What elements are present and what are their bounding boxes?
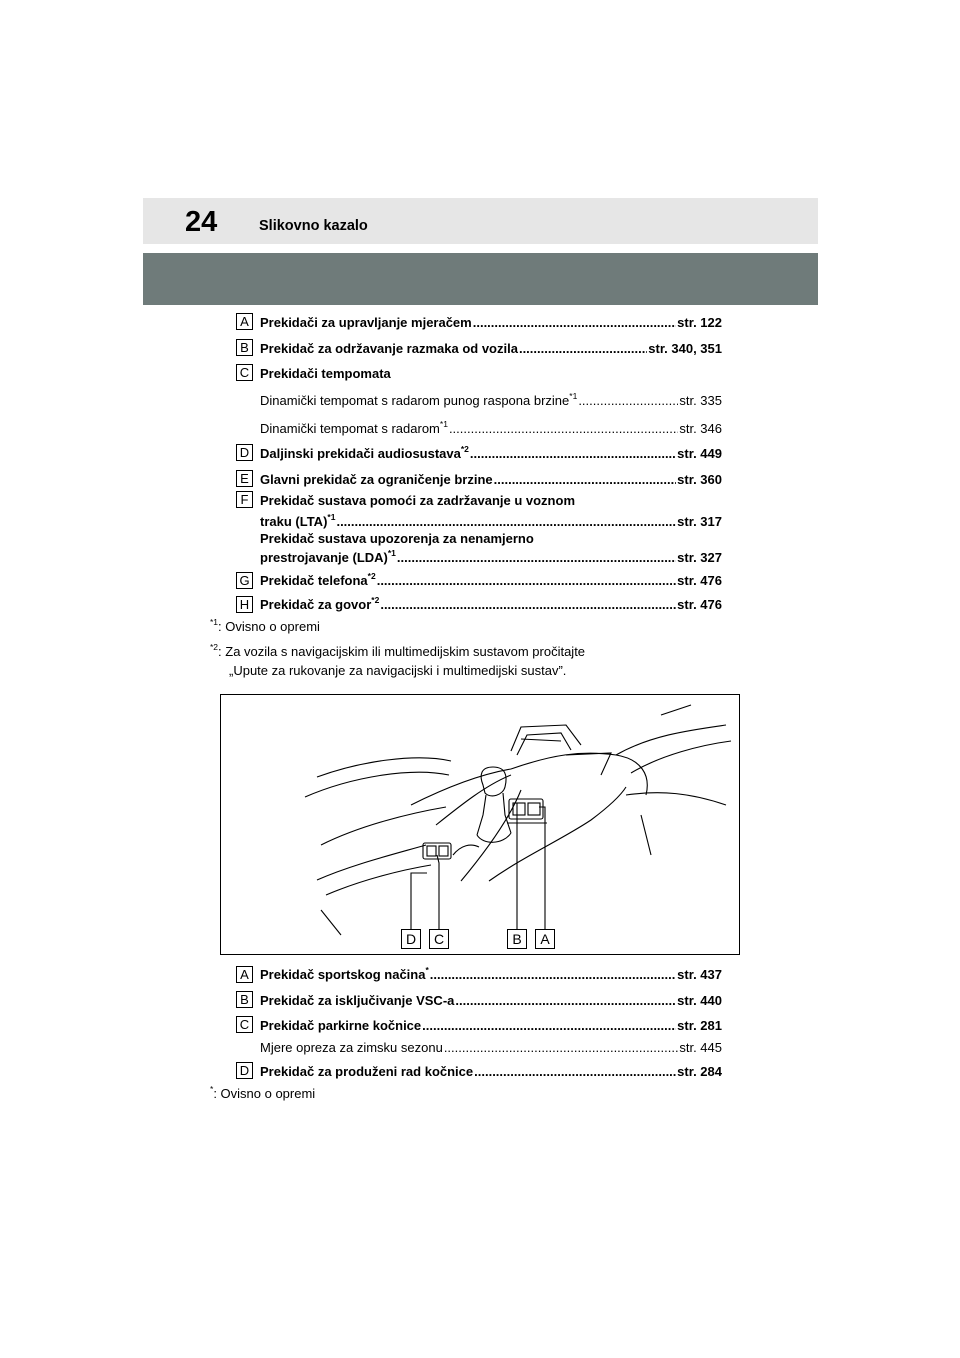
page-ref[interactable]: str. 340, 351 (648, 341, 722, 356)
entry-text: Mjere opreza za zimsku sezonu (260, 1040, 443, 1055)
entry-lta-line1 (260, 493, 722, 508)
entry-talk-switch[interactable] (260, 597, 722, 612)
entry-audio-switches[interactable] (260, 446, 722, 461)
badge-d: D (236, 1062, 253, 1079)
entry-text: prestrojavanje (LDA) (260, 550, 388, 565)
footnote-2-cont: „Upute za rukovanje za navigacijski i multimedijski sustav”. (229, 663, 567, 678)
page-ref[interactable]: str. 317 (677, 514, 722, 529)
badge-h: H (236, 596, 253, 613)
entry-text: Prekidač za održavanje razmaka od vozila (260, 341, 518, 356)
badge-d: D (236, 444, 253, 461)
entry-text: traku (LTA) (260, 514, 328, 529)
page-ref[interactable]: str. 335 (679, 393, 722, 408)
entry-text: Dinamički tempomat s radarom punog raspona brzine (260, 393, 570, 408)
page-ref[interactable]: str. 445 (679, 1040, 722, 1055)
callout-c: C (429, 929, 449, 949)
footnote-mark: *1 (569, 391, 578, 401)
footnote-2: $^{*2}$: Za vozila s navigacijskim ili multimedijskim sustavom pročitajte (210, 642, 586, 659)
badge-e: E (236, 470, 253, 487)
page-ref[interactable]: str. 476 (677, 573, 722, 588)
header-bar (143, 198, 818, 244)
footnote-mark: *2 (371, 595, 380, 605)
entry-parking-brake[interactable] (260, 1018, 722, 1033)
entry-text: Prekidač sportskog načina (260, 967, 426, 982)
entry-brake-hold[interactable] (260, 1064, 722, 1079)
page-ref[interactable]: str. 284 (677, 1064, 722, 1079)
page-ref[interactable]: str. 360 (677, 472, 722, 487)
entry-text: Prekidač za govor (260, 597, 372, 612)
badge-b: B (236, 991, 253, 1008)
page-ref[interactable]: str. 327 (677, 550, 722, 565)
console-illustration (220, 694, 740, 955)
entry-text: Prekidač sustava upozorenja za nenamjerno (260, 531, 534, 546)
badge-c: C (236, 1016, 253, 1033)
console-drawing (221, 695, 739, 954)
badge-g: G (236, 572, 253, 589)
badge-a: A (236, 966, 253, 983)
entry-phone-switch[interactable] (260, 573, 722, 588)
entry-sport-mode[interactable] (260, 967, 722, 982)
badge-f: F (236, 491, 253, 508)
footnote-mark: *1 (327, 512, 336, 522)
entry-radar-cruise[interactable] (260, 421, 722, 436)
callout-a: A (535, 929, 555, 949)
entry-text: Prekidač za isključivanje VSC-a (260, 993, 455, 1008)
footnote-mark: *1 (387, 548, 396, 558)
section-band (143, 253, 818, 305)
footnote-equipment: *: Ovisno o opremi (210, 1084, 316, 1101)
entry-vsc-off[interactable] (260, 993, 722, 1008)
footnote-mark: *2 (367, 571, 376, 581)
entry-gauge-switches[interactable] (260, 315, 722, 330)
footnote-mark: *2 (460, 444, 469, 454)
section-title: Slikovno kazalo (259, 218, 368, 234)
entry-distance-switch[interactable] (260, 341, 722, 356)
entry-winter-precautions[interactable] (260, 1040, 722, 1055)
page-ref[interactable]: str. 122 (677, 315, 722, 330)
entry-text: Daljinski prekidači audiosustava (260, 446, 461, 461)
page-ref[interactable]: str. 346 (679, 421, 722, 436)
entry-text: Prekidač sustava pomoći za zadržavanje u voznom (260, 493, 576, 508)
page-number: 24 (185, 206, 218, 238)
entry-lda-line1 (260, 531, 722, 546)
footnote-mark: *1 (439, 419, 448, 429)
entry-text: Prekidač parkirne kočnice (260, 1018, 422, 1033)
badge-a: A (236, 313, 253, 330)
page-ref[interactable]: str. 449 (677, 446, 722, 461)
entry-text: Prekidači tempomata (260, 366, 391, 381)
footnote-1: $^{*1}$: Ovisno o opremi (210, 617, 320, 634)
entry-speed-limiter[interactable] (260, 472, 722, 487)
entry-cruise-switches (260, 366, 722, 381)
entry-text: Prekidači za upravljanje mjeračem (260, 315, 472, 330)
entry-text: Prekidač za produženi rad kočnice (260, 1064, 474, 1079)
page-ref[interactable]: str. 440 (677, 993, 722, 1008)
entry-full-speed-radar[interactable] (260, 393, 722, 408)
page-ref[interactable]: str. 476 (677, 597, 722, 612)
entry-text: Dinamički tempomat s radarom (260, 421, 440, 436)
entry-text: Prekidač telefona (260, 573, 368, 588)
entry-lda-line2[interactable] (260, 550, 722, 565)
footnote-mark: * (425, 965, 429, 975)
badge-b: B (236, 339, 253, 356)
callout-d: D (401, 929, 421, 949)
entry-lta-line2[interactable] (260, 514, 722, 529)
entry-text: Glavni prekidač za ograničenje brzine (260, 472, 493, 487)
badge-c: C (236, 364, 253, 381)
page-ref[interactable]: str. 281 (677, 1018, 722, 1033)
callout-b: B (507, 929, 527, 949)
page-ref[interactable]: str. 437 (677, 967, 722, 982)
